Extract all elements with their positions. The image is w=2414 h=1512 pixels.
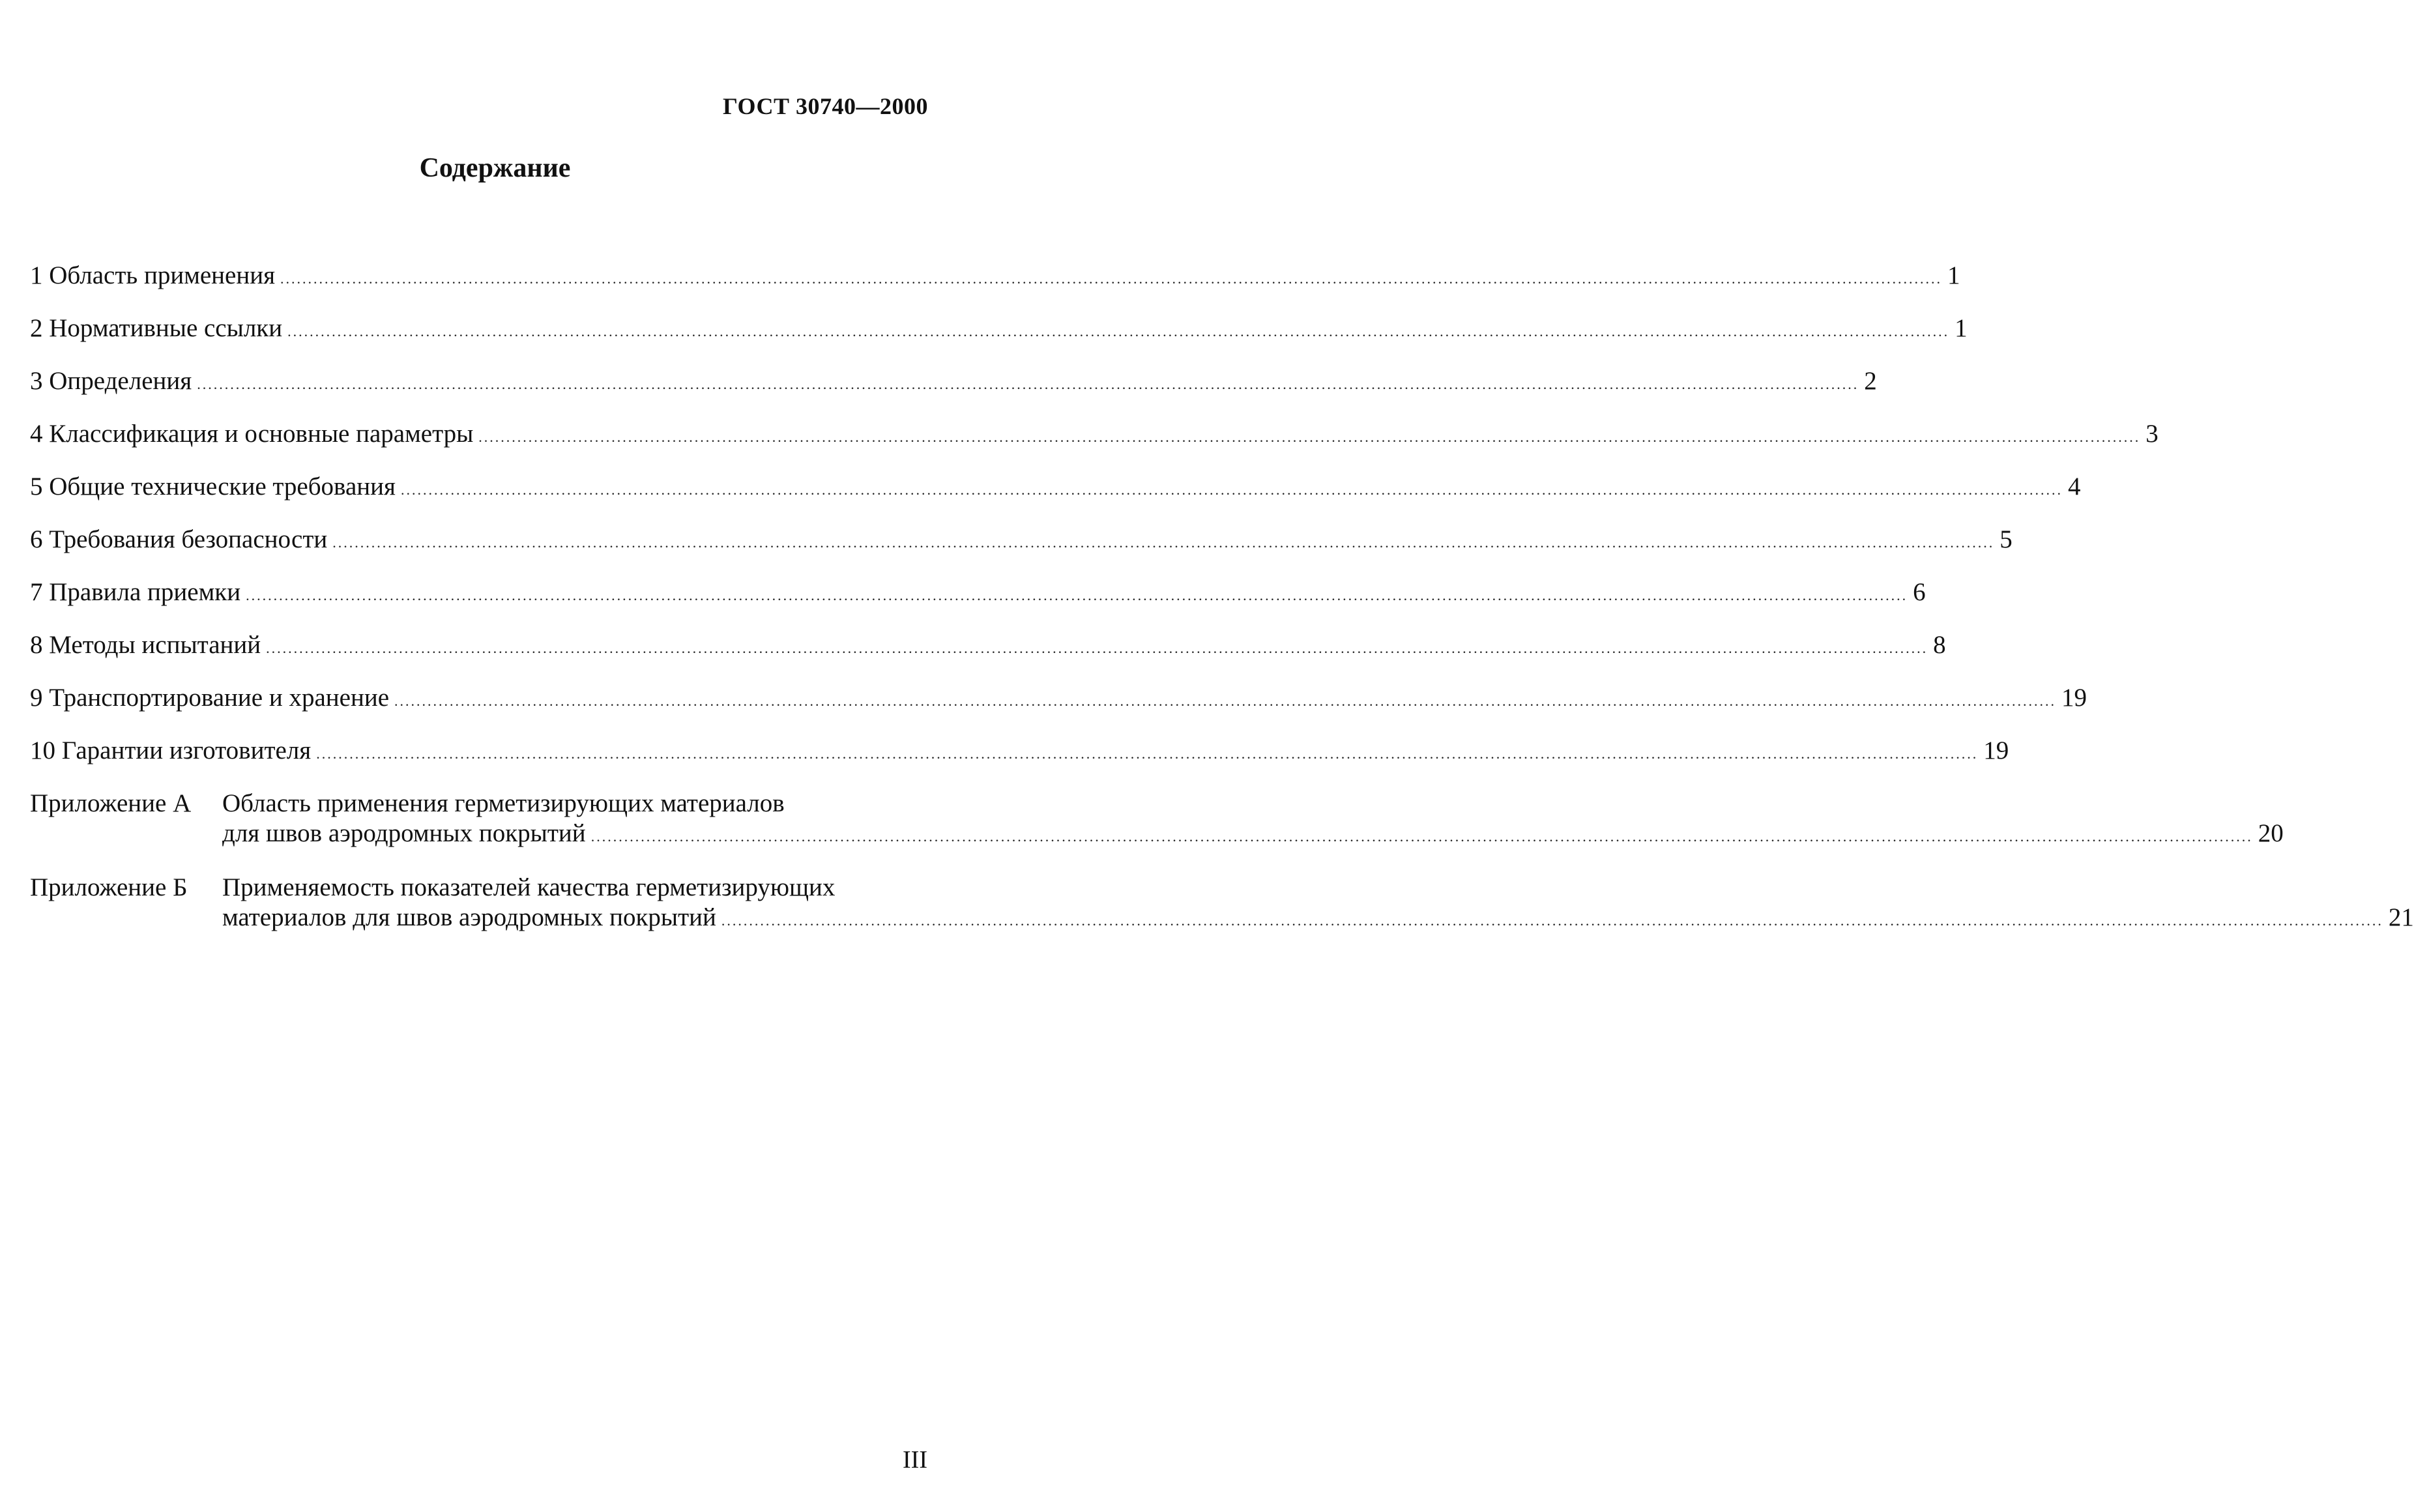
appendix-title-line: Область применения герметизирующих материалов (222, 789, 785, 817)
toc-entry[interactable] (30, 260, 1960, 313)
appendix-title-line: для швов аэродромных покрытий (222, 819, 586, 847)
toc-entry-page: 1 (1947, 261, 1960, 289)
appendix-page: 20 (2258, 819, 2284, 847)
page-number: III (903, 1446, 927, 1474)
appendix-label: Приложение Б (30, 873, 188, 901)
dot-leader (280, 263, 1942, 295)
toc-entry[interactable] (30, 630, 1946, 682)
toc-entry-page: 3 (2145, 420, 2159, 448)
toc-entry-title: 8 Методы испытаний (30, 631, 261, 659)
dot-leader (721, 906, 2383, 936)
toc-entry-page: 1 (1955, 314, 1968, 342)
toc-entry[interactable] (30, 418, 2159, 471)
dot-leader (197, 369, 1859, 400)
appendix-label: Приложение А (30, 789, 192, 817)
toc-entry-page: 2 (1864, 367, 1877, 395)
toc-entry[interactable] (30, 682, 2087, 735)
toc-entry-title: 4 Классификация и основные параметры (30, 420, 474, 448)
toc-entry[interactable] (30, 366, 1877, 418)
appendix-page: 21 (2388, 903, 2414, 931)
toc-entry-page: 19 (2061, 684, 2087, 712)
appendix-title-line: Применяемость показателей качества герметизирующих (222, 873, 836, 901)
dot-leader (287, 316, 1949, 347)
toc-entry-page: 8 (1933, 631, 1946, 659)
dot-leader (246, 580, 1908, 611)
dot-leader (316, 738, 1978, 770)
toc-entry-title: 10 Гарантии изготовителя (30, 736, 312, 764)
table-of-contents (30, 260, 2414, 936)
toc-entry-title: 7 Правила приемки (30, 578, 241, 606)
page-title: Содержание (419, 153, 571, 183)
toc-entry[interactable] (30, 313, 1968, 366)
toc-entry-title: 6 Требования безопасности (30, 525, 328, 553)
document-code: ГОСТ 30740—2000 (723, 93, 928, 119)
dot-leader (478, 422, 2140, 453)
toc-entry-page: 4 (2067, 472, 2081, 501)
toc-entry-title: 5 Общие технические требования (30, 472, 396, 501)
toc-entry-page: 5 (2000, 525, 2013, 553)
toc-entry-title: 3 Определения (30, 367, 192, 395)
toc-entry-title: 9 Транспортирование и хранение (30, 684, 390, 712)
toc-entry[interactable] (30, 577, 1926, 630)
toc-entry[interactable] (30, 524, 2013, 577)
toc-entry-page: 19 (1983, 736, 2009, 764)
toc-entry-title: 1 Область применения (30, 261, 276, 289)
toc-entry-page: 6 (1913, 578, 1926, 606)
toc-entry[interactable] (30, 735, 2009, 788)
dot-leader (266, 633, 1928, 664)
dot-leader (401, 474, 2063, 506)
toc-appendix-entry[interactable] (30, 789, 2284, 852)
dot-leader (332, 527, 1994, 559)
dot-leader (394, 686, 2056, 717)
toc-entry-title: 2 Нормативные ссылки (30, 314, 283, 342)
dot-leader (591, 822, 2253, 852)
toc-entry[interactable] (30, 471, 2081, 524)
toc-appendix-entry[interactable] (30, 873, 2414, 936)
appendix-title-line: материалов для швов аэродромных покрытий (222, 903, 716, 931)
